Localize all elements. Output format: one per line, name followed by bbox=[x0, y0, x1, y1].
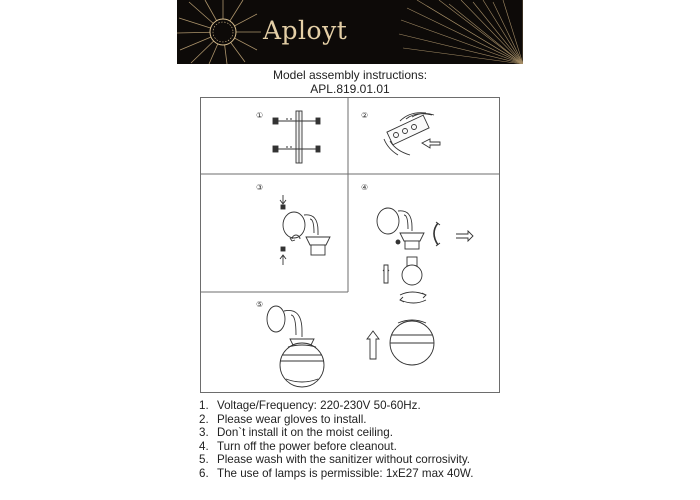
assembly-diagram bbox=[200, 97, 500, 393]
brand-logo: Aployt bbox=[263, 16, 348, 45]
page-title: Model assembly instructions: bbox=[272, 68, 428, 82]
wire-connection-icon bbox=[384, 113, 440, 155]
step-2-number: ② bbox=[361, 111, 369, 120]
sunburst-decoration-icon bbox=[177, 0, 523, 64]
install-bulb-icon bbox=[367, 208, 473, 365]
step-1-number: ① bbox=[256, 111, 264, 120]
step-5-number: ⑤ bbox=[256, 300, 264, 309]
model-number: APL.819.01.01 bbox=[310, 82, 390, 96]
list-item: 6. The use of lamps is permissible: 1xE27 max 40W. bbox=[199, 466, 474, 480]
list-item: 4. Turn off the power before cleanout. bbox=[199, 439, 397, 453]
list-item: 2. Please wear gloves to install. bbox=[199, 412, 367, 426]
list-item: 5. Please wash with the sanitizer without corrosivity. bbox=[199, 453, 471, 466]
mounting-bracket-screws-icon bbox=[273, 111, 320, 163]
instructions-list bbox=[199, 399, 473, 480]
fix-wall-base-icon bbox=[280, 195, 330, 265]
list-item: 3. Don`t install it on the moist ceiling. bbox=[199, 426, 393, 439]
step-4-number: ④ bbox=[361, 183, 369, 192]
assembled-lamp-icon bbox=[267, 306, 324, 387]
list-item: 1. Voltage/Frequency: 220-230V 50-60Hz. bbox=[199, 399, 421, 412]
step-3-number: ③ bbox=[256, 183, 264, 192]
brand-banner bbox=[177, 0, 523, 64]
